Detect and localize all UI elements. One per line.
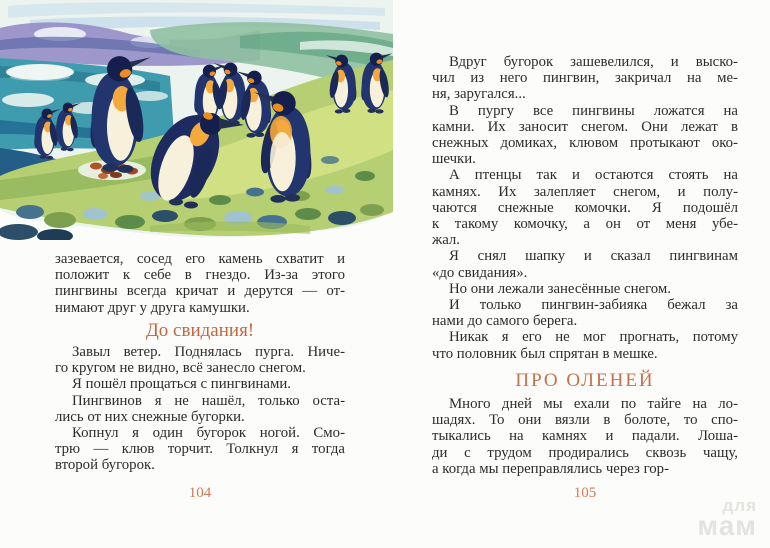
text-line: чаются снежные комочки. Я подошёл <box>432 199 738 216</box>
paragraph <box>432 297 738 329</box>
text-line: Много дней мы ехали по тайге на ло- <box>449 396 738 413</box>
text-line: что половник был спрятан в мешке. <box>432 345 658 362</box>
text-line: нами до самого берега. <box>432 313 578 330</box>
paragraph <box>432 103 738 168</box>
left-page-text <box>55 251 345 474</box>
right-page-text <box>432 54 738 477</box>
paragraph <box>55 376 345 392</box>
text-line: го кругом не видно, всё занесло снегом. <box>55 360 306 377</box>
paragraph <box>55 344 345 376</box>
text-line: чил из него пингвин, закричал на ме- <box>432 70 738 87</box>
penguin-illustration <box>0 0 393 240</box>
text-line: «до свидания». <box>432 264 528 281</box>
paragraph <box>432 396 738 477</box>
paragraph <box>432 329 738 361</box>
section-heading-goodbye: До свидания! <box>145 319 255 341</box>
text-line: камни. Их заносит снегом. Они лежат в <box>432 118 738 135</box>
text-line: камнях. Их залепляет снегом, и полу- <box>432 183 738 200</box>
paragraph <box>432 167 738 248</box>
page-number-left: 104 <box>188 485 212 501</box>
paragraph <box>432 54 738 103</box>
text-line: ня, заругался... <box>432 86 526 103</box>
text-line: нимают друг у друга камушки. <box>55 299 250 316</box>
section-heading-about-deer: ПРО ОЛЕНЕЙ <box>515 369 655 391</box>
text-line: лись от них снежные бугорки. <box>55 408 245 425</box>
watermark-line-1: для <box>722 495 757 515</box>
text-line: шадях. То они вязли в болоте, то спо- <box>432 412 738 429</box>
text-line: Копнул я один бугорок ногой. Смо- <box>72 425 345 442</box>
text-line: И только пингвин-забияка бежал за <box>449 297 738 314</box>
text-line: Я пошёл прощаться с пингвинами. <box>72 376 291 393</box>
text-line: Но они лежали занесённые снегом. <box>449 280 671 297</box>
text-line: трю — клюв торчит. Толкнул я тогда <box>55 441 345 458</box>
text-line: тыкались на камнях и падали. Лоша- <box>432 428 738 445</box>
text-line: положит к себе в гнездо. Из-за этого <box>55 267 345 284</box>
watermark <box>697 495 757 542</box>
text-line: Я снял шапку и сказал пингвинам <box>449 248 738 265</box>
text-line: пингвины всегда кричат и дерутся — от- <box>55 283 345 300</box>
text-line: жал. <box>432 232 461 249</box>
text-line: Вдруг бугорок зашевелился, и выско- <box>449 54 738 70</box>
paragraph <box>55 425 345 474</box>
paragraph <box>432 281 738 297</box>
text-line: Никак я его не мог прогнать, потому <box>449 329 738 346</box>
text-line: зазевается, сосед его камень схватит и <box>55 251 345 267</box>
text-line: к такому комочку, а он от меня убе- <box>432 216 738 233</box>
text-line: а когда мы переправлялись через гор- <box>432 460 669 477</box>
text-line: второй бугорок. <box>55 457 155 474</box>
paragraph <box>432 248 738 280</box>
watermark-line-2: мам <box>697 510 757 542</box>
text-line: снежных домиках, клювом протыкают око- <box>432 135 738 152</box>
text-line: ди с трудом продирались сквозь чащу, <box>432 444 738 461</box>
text-line: А птенцы так и остаются стоять на <box>449 167 738 184</box>
page-number-right: 105 <box>573 485 597 501</box>
text-line: Пингвинов я не нашёл, только оста- <box>72 392 345 409</box>
text-line: шечки. <box>432 151 476 168</box>
text-line: Завыл ветер. Поднялась пурга. Ниче- <box>72 344 345 361</box>
paragraph <box>55 393 345 425</box>
paragraph <box>55 251 345 316</box>
text-line: В пургу все пингвины ложатся на <box>449 102 738 119</box>
